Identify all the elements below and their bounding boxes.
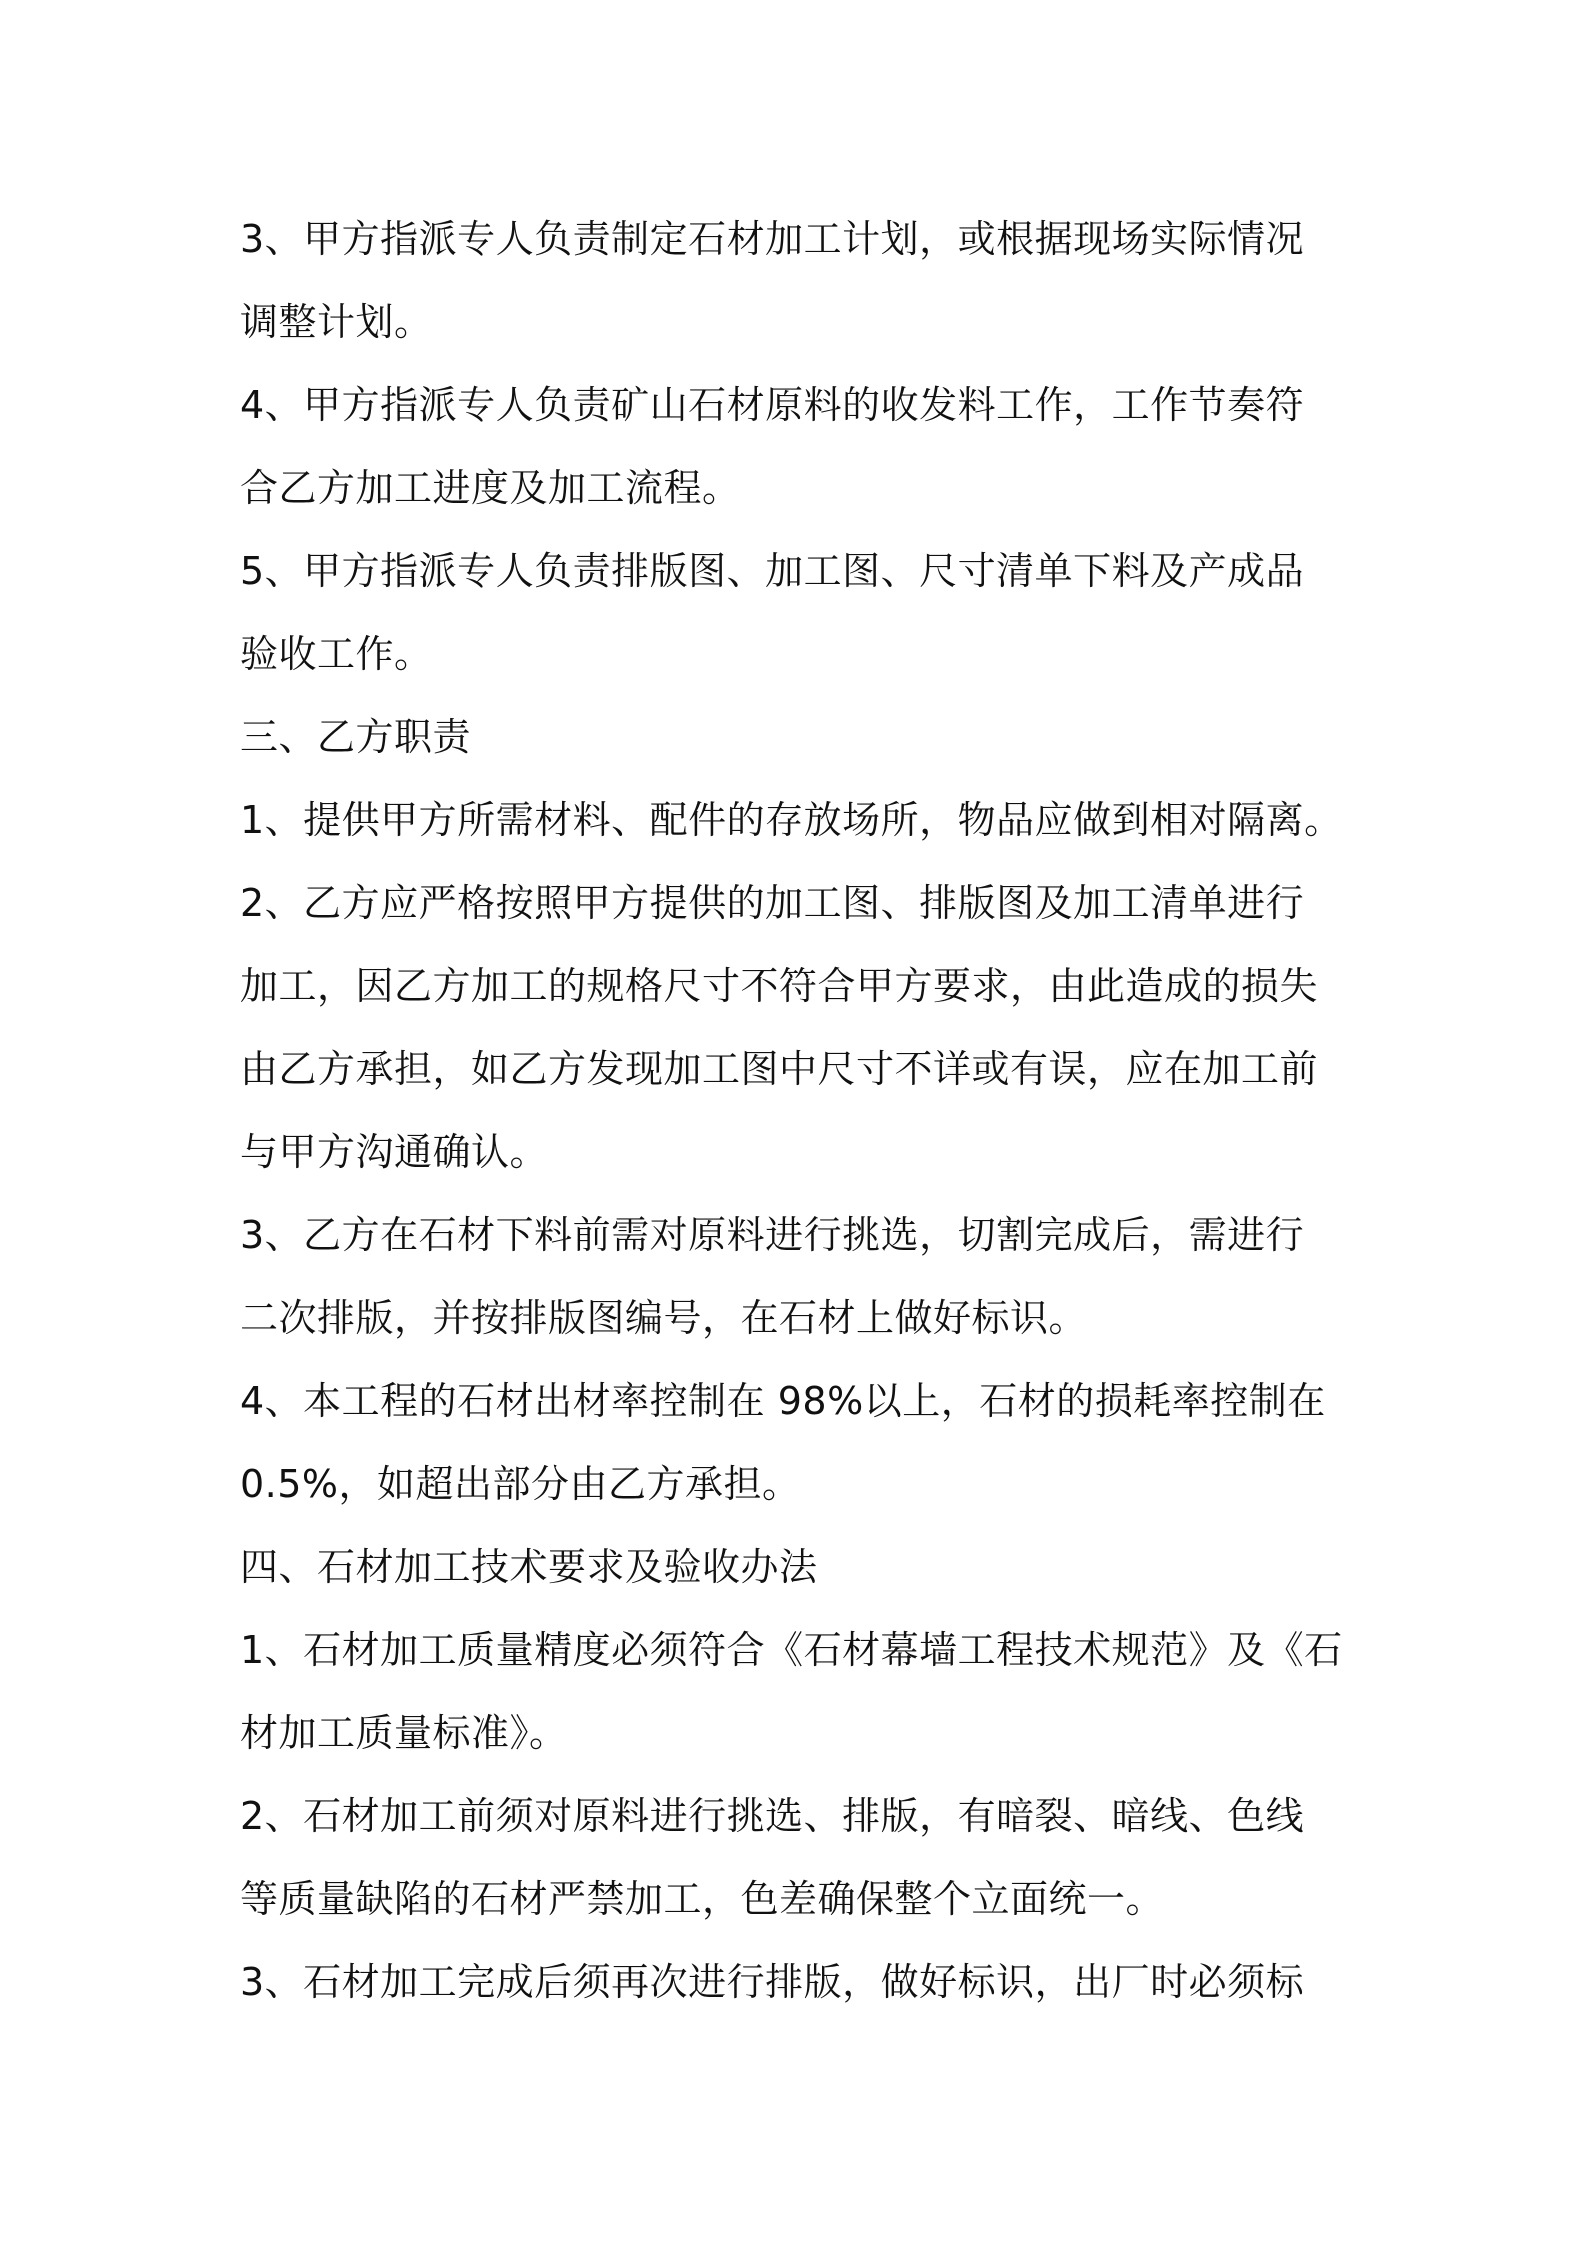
text-line: 2、乙方应严格按照甲方提供的加工图、排版图及加工清单进行 [240,881,1305,925]
text-line: 3、甲方指派专人负责制定石材加工计划，或根据现场实际情况 [240,217,1305,261]
text-line: 4、甲方指派专人负责矿山石材原料的收发料工作，工作节奏符 [240,383,1305,427]
text-line: 材加工质量标准》。 [240,1711,568,1755]
text-line: 二次排版，并按排版图编号，在石材上做好标识。 [240,1296,1088,1340]
text-line: 等质量缺陷的石材严禁加工，色差确保整个立面统一。 [240,1877,1165,1921]
text-line: 调整计划。 [240,300,433,344]
text-line: 1、提供甲方所需材料、配件的存放场所，物品应做到相对隔离。 [240,798,1343,842]
text-line: 1、石材加工质量精度必须符合《石材幕墙工程技术规范》及《石 [240,1628,1343,1672]
section-heading: 四、石材加工技术要求及验收办法 [240,1545,818,1589]
document-body [240,198,1360,2024]
text-line: 5、甲方指派专人负责排版图、加工图、尺寸清单下料及产成品 [240,549,1305,593]
text-line: 由乙方承担，如乙方发现加工图中尺寸不详或有误，应在加工前 [240,1047,1319,1091]
text-line: 与甲方沟通确认。 [240,1130,549,1174]
section-heading: 三、乙方职责 [240,715,472,759]
text-line: 加工，因乙方加工的规格尺寸不符合甲方要求，由此造成的损失 [240,964,1319,1008]
text-line: 2、石材加工前须对原料进行挑选、排版，有暗裂、暗线、色线 [240,1794,1305,1838]
text-line: 0.5%，如超出部分由乙方承担。 [240,1462,801,1506]
text-line: 3、乙方在石材下料前需对原料进行挑选，切割完成后，需进行 [240,1213,1305,1257]
text-line: 合乙方加工进度及加工流程。 [240,466,741,510]
text-line: 3、石材加工完成后须再次进行排版，做好标识，出厂时必须标 [240,1960,1305,2004]
text-line: 4、本工程的石材出材率控制在 98%以上，石材的损耗率控制在 [240,1379,1326,1423]
text-line: 验收工作。 [240,632,433,676]
